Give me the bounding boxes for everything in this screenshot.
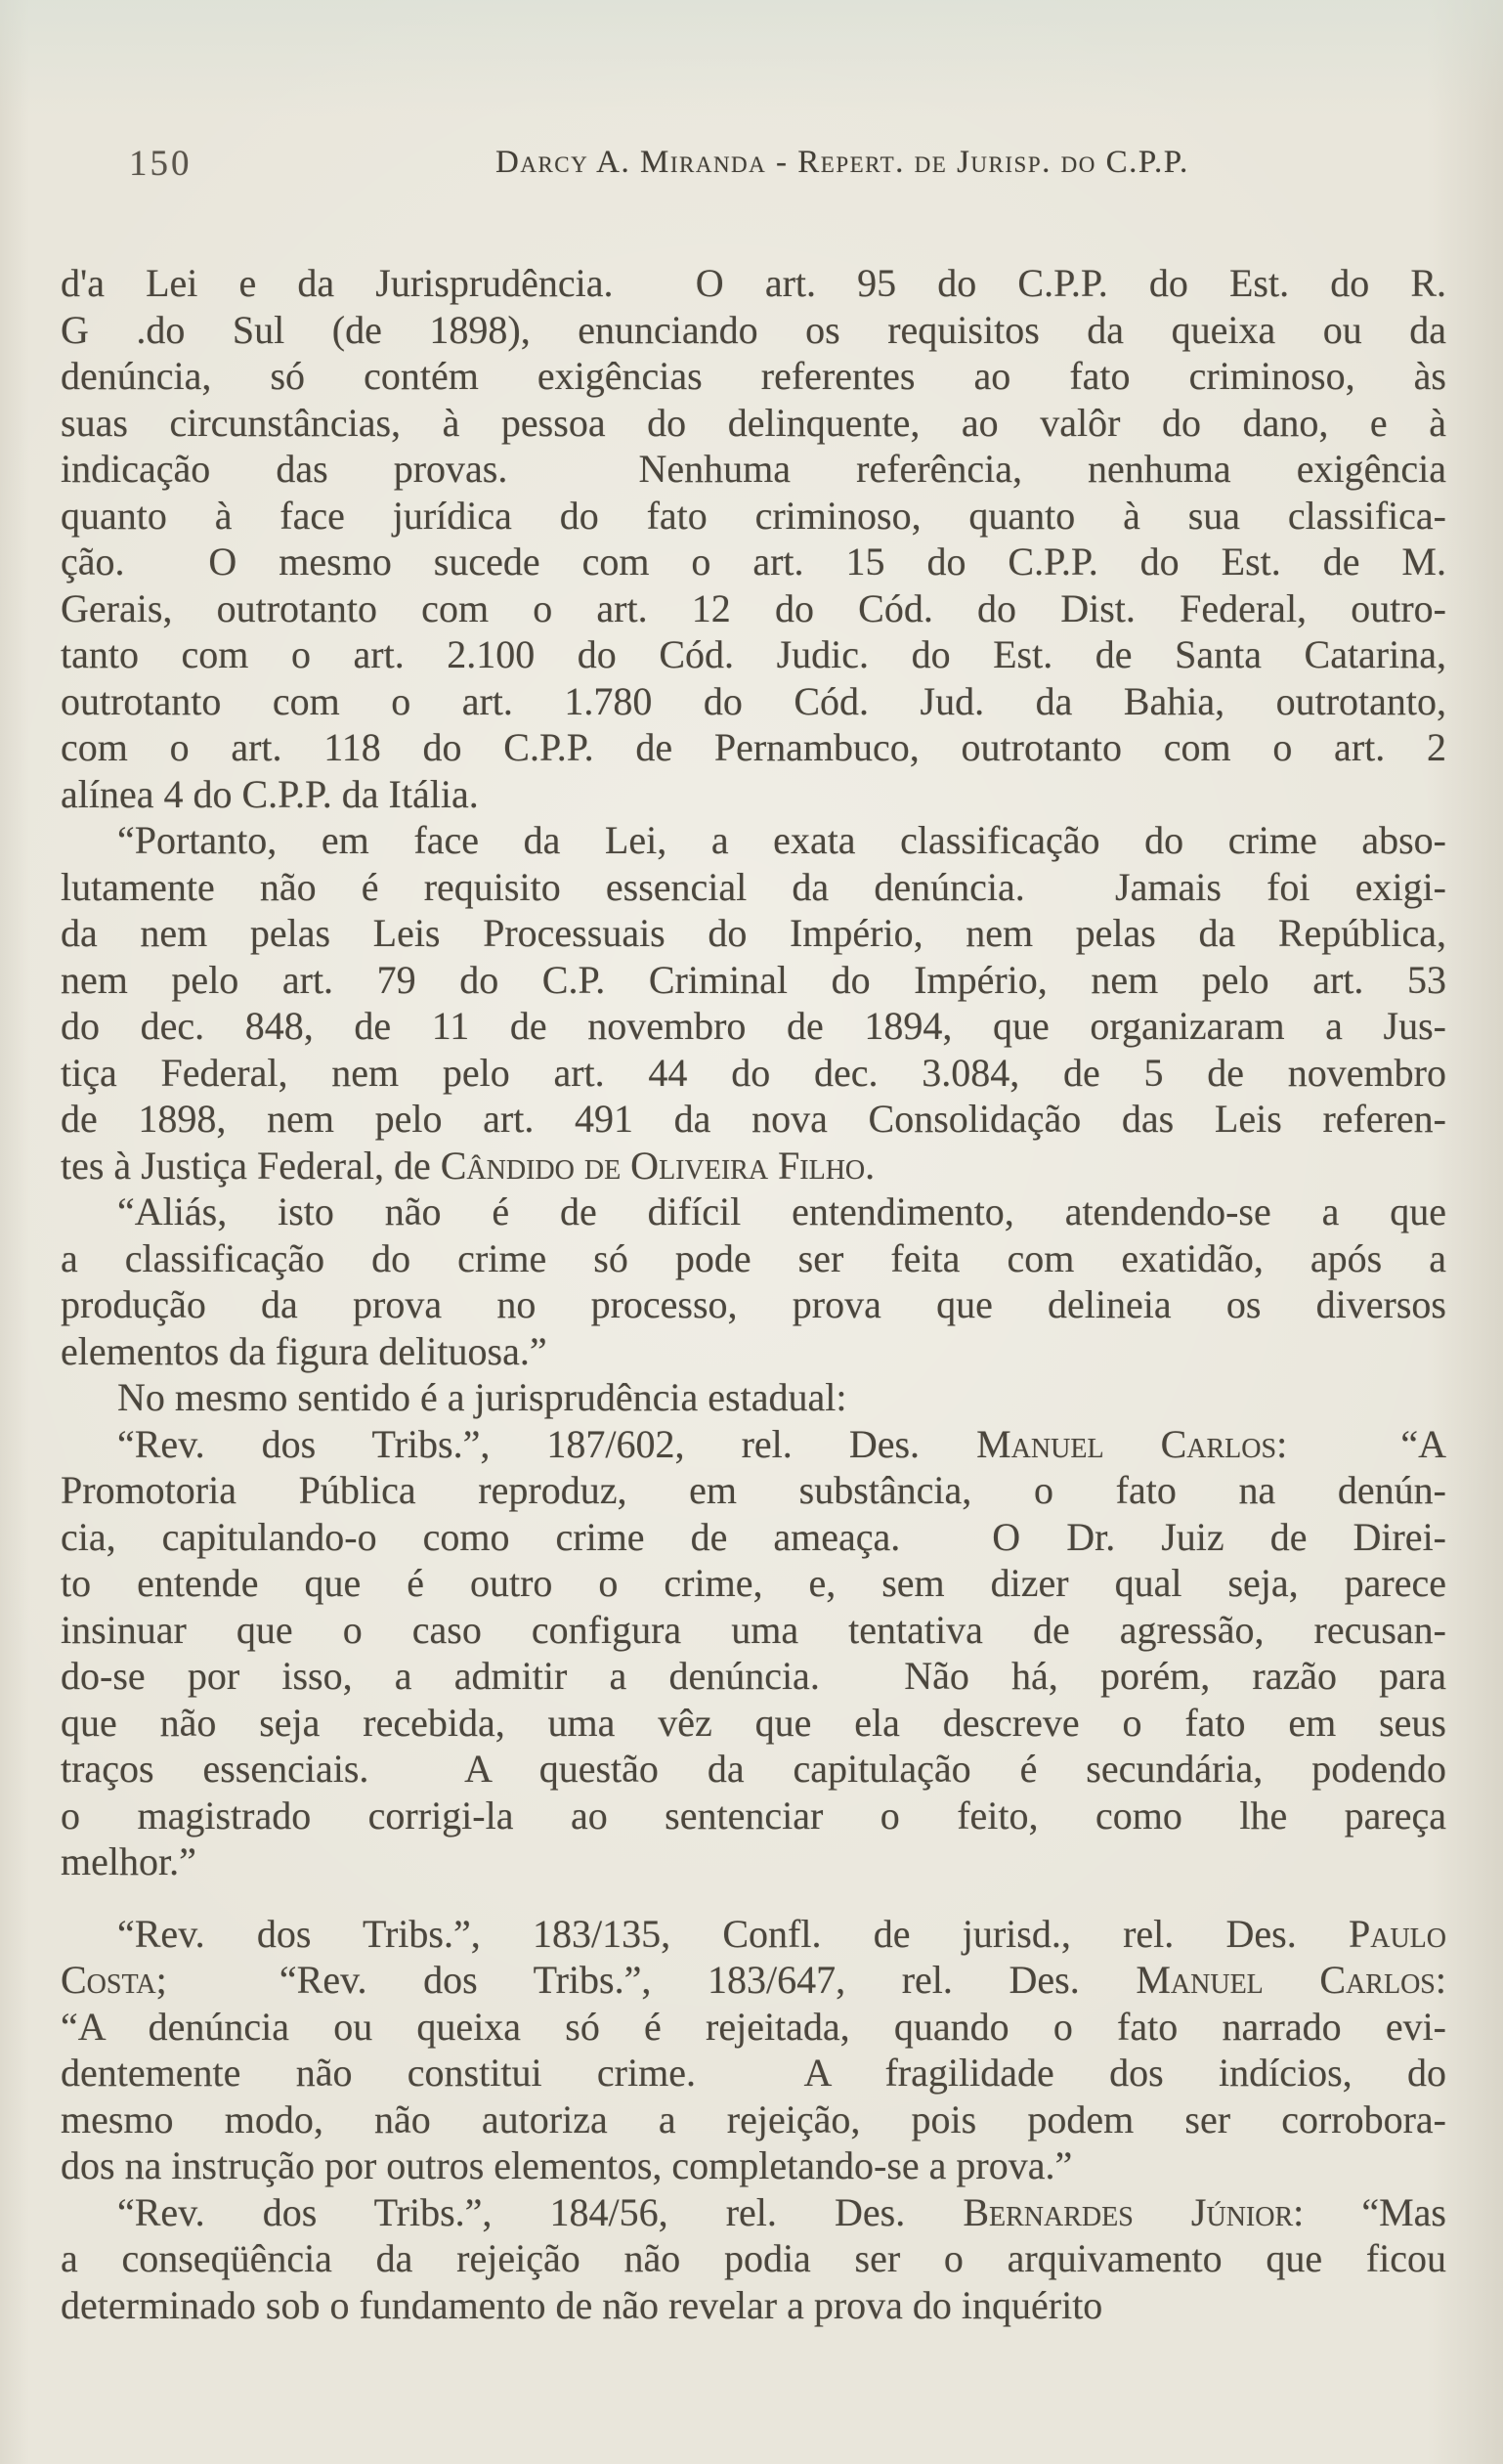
text-line bbox=[61, 260, 1446, 307]
text-segment: a conseqüência da rejeição não podia ser o arquivamento que ficou bbox=[61, 2236, 1446, 2280]
text-segment: ção. O mesmo sucede com o art. 15 do C.P.P. do Est. de M. bbox=[61, 540, 1446, 584]
text-segment: alínea 4 do C.P.P. da Itália. bbox=[61, 771, 479, 816]
text-segment: nem pelo art. 79 do C.P. Criminal do Império, nem pelo art. 53 bbox=[61, 957, 1446, 1002]
text-line bbox=[61, 1189, 1446, 1235]
text-line bbox=[61, 2097, 1446, 2143]
text-segment: tanto com o art. 2.100 do Cód. Judic. do Est. de Santa Catarina, bbox=[61, 632, 1446, 676]
text-line bbox=[61, 2189, 1446, 2236]
text-line bbox=[61, 446, 1446, 493]
text-line bbox=[61, 307, 1446, 354]
small-caps-name: Costa bbox=[61, 1958, 156, 2002]
paragraph bbox=[61, 1911, 1446, 2189]
text-segment: . bbox=[865, 1143, 876, 1188]
page-number: 150 bbox=[129, 144, 193, 184]
text-segment: ; “Rev. dos Tribs.”, 183/647, rel. Des. bbox=[155, 1958, 1137, 2002]
text-line bbox=[61, 678, 1446, 725]
text-segment: denúncia, só contém exigências referentes ao fato criminoso, às bbox=[61, 354, 1446, 398]
paragraph bbox=[61, 1374, 1446, 1421]
text-line bbox=[61, 493, 1446, 540]
text-line bbox=[61, 1328, 1446, 1375]
running-title: Darcy A. Miranda - Repert. de Jurisp. do C.P.P. bbox=[495, 145, 1189, 180]
text-line bbox=[61, 1143, 1446, 1189]
text-segment: : bbox=[1435, 1958, 1446, 2002]
text-line bbox=[61, 1467, 1446, 1514]
text-segment: : “Mas bbox=[1293, 2189, 1446, 2234]
small-caps-name: Paulo bbox=[1348, 1911, 1446, 1956]
text-line bbox=[61, 1003, 1446, 1050]
text-line bbox=[61, 1793, 1446, 1839]
text-line bbox=[61, 724, 1446, 771]
text-segment: d'a Lei e da Jurisprudência. O art. 95 do C.P.P. do Est. do R. bbox=[61, 261, 1446, 305]
text-segment: o magistrado corrigi-la ao sentenciar o feito, como lhe pareça bbox=[61, 1793, 1446, 1837]
text-line bbox=[61, 1911, 1446, 1958]
text-segment: cia, capitulando-o como crime de ameaça. O Dr. Juiz de Direi- bbox=[61, 1514, 1446, 1559]
text-segment: de 1898, nem pelo art. 491 da nova Consolidação das Leis referen- bbox=[61, 1097, 1446, 1141]
text-line bbox=[61, 2142, 1446, 2189]
text-line bbox=[61, 1653, 1446, 1700]
text-line bbox=[61, 353, 1446, 400]
small-caps-name: Manuel Carlos bbox=[1136, 1958, 1436, 2002]
paragraph bbox=[61, 260, 1446, 817]
text-segment: “Portanto, em face da Lei, a exata classificação do crime abso- bbox=[117, 818, 1446, 862]
text-line bbox=[61, 1560, 1446, 1607]
text-segment: “A denúncia ou queixa só é rejeitada, quando o fato narrado evi- bbox=[61, 2004, 1446, 2049]
text-segment: insinuar que o caso configura uma tentativa de agressão, recusan- bbox=[61, 1607, 1446, 1652]
text-segment: do-se por isso, a admitir a denúncia. Não há, porém, razão para bbox=[61, 1654, 1446, 1698]
text-line bbox=[61, 2282, 1446, 2329]
text-segment: lutamente não é requisito essencial da denúncia. Jamais foi exigi- bbox=[61, 864, 1446, 909]
paragraph bbox=[61, 1189, 1446, 1374]
text-line bbox=[61, 539, 1446, 585]
text-segment: com o art. 118 do C.P.P. de Pernambuco, outrotanto com o art. 2 bbox=[61, 725, 1446, 769]
text-line bbox=[61, 1281, 1446, 1328]
text-line bbox=[61, 2235, 1446, 2282]
text-segment: dentemente não constitui crime. A fragilidade dos indícios, do bbox=[61, 2051, 1446, 2095]
text-line bbox=[61, 1421, 1446, 1468]
text-line bbox=[61, 910, 1446, 957]
text-segment: to entende que é outro o crime, e, sem dizer qual seja, parece bbox=[61, 1561, 1446, 1605]
text-segment: “Aliás, isto não é de difícil entendimento, atendendo-se a que bbox=[117, 1189, 1446, 1233]
text-line bbox=[61, 1607, 1446, 1654]
text-segment: Promotoria Pública reproduz, em substância, o fato na denún- bbox=[61, 1468, 1446, 1512]
text-segment: G .do Sul (de 1898), enunciando os requisitos da queixa ou da bbox=[61, 307, 1446, 352]
small-caps-name: Manuel Carlos bbox=[976, 1421, 1277, 1466]
text-line bbox=[61, 2050, 1446, 2097]
text-segment: dos na instrução por outros elementos, completando-se a prova.” bbox=[61, 2143, 1073, 2187]
text-line bbox=[61, 1096, 1446, 1143]
text-line bbox=[61, 1374, 1446, 1421]
text-line bbox=[61, 1700, 1446, 1747]
text-segment: quanto à face jurídica do fato criminoso, quanto à sua classifica- bbox=[61, 493, 1446, 538]
text-line bbox=[61, 2004, 1446, 2051]
text-segment: : “A bbox=[1276, 1421, 1446, 1466]
text-segment: elementos da figura delituosa.” bbox=[61, 1328, 547, 1373]
text-segment: que não seja recebida, uma vêz que ela descreve o fato em seus bbox=[61, 1700, 1446, 1745]
paragraph bbox=[61, 817, 1446, 1189]
text-line bbox=[61, 817, 1446, 864]
text-segment: traços essenciais. A questão da capitulação é secundária, podendo bbox=[61, 1747, 1446, 1791]
text-segment: do dec. 848, de 11 de novembro de 1894, que organizaram a Jus- bbox=[61, 1004, 1446, 1048]
text-line bbox=[61, 1050, 1446, 1097]
text-segment: suas circunstâncias, à pessoa do delinquente, ao valôr do dano, e à bbox=[61, 400, 1446, 445]
text-segment: No mesmo sentido é a jurisprudência estadual: bbox=[117, 1375, 847, 1419]
text-segment: tiça Federal, nem pelo art. 44 do dec. 3.084, de 5 de novembro bbox=[61, 1050, 1446, 1095]
text-line bbox=[61, 1514, 1446, 1561]
text-line bbox=[61, 400, 1446, 447]
text-line bbox=[61, 1838, 1446, 1885]
text-segment: determinado sob o fundamento de não revelar a prova do inquérito bbox=[61, 2282, 1103, 2327]
page-header bbox=[61, 143, 1446, 190]
page-body bbox=[61, 260, 1446, 2328]
text-segment: mesmo modo, não autoriza a rejeição, pois podem ser corrobora- bbox=[61, 2097, 1446, 2141]
text-segment: a classificação do crime só pode ser feita com exatidão, após a bbox=[61, 1235, 1446, 1280]
text-line bbox=[61, 1957, 1446, 2004]
text-line bbox=[61, 631, 1446, 678]
text-segment: melhor.” bbox=[61, 1839, 196, 1883]
text-segment: tes à Justiça Federal, de bbox=[61, 1143, 441, 1188]
text-line bbox=[61, 957, 1446, 1004]
text-segment: “Rev. dos Tribs.”, 184/56, rel. Des. bbox=[117, 2189, 964, 2234]
text-line bbox=[61, 1746, 1446, 1793]
text-line bbox=[61, 771, 1446, 818]
text-line bbox=[61, 864, 1446, 911]
small-caps-name: Cândido de Oliveira Filho bbox=[440, 1143, 866, 1188]
text-segment: “Rev. dos Tribs.”, 187/602, rel. Des. bbox=[117, 1421, 977, 1466]
text-line bbox=[61, 1235, 1446, 1282]
text-segment: indicação das provas. Nenhuma referência, nenhuma exigência bbox=[61, 447, 1446, 491]
text-segment: Gerais, outrotanto com o art. 12 do Cód. do Dist. Federal, outro- bbox=[61, 585, 1446, 630]
text-segment: “Rev. dos Tribs.”, 183/135, Confl. de jurisd., rel. Des. bbox=[117, 1911, 1349, 1956]
small-caps-name: Bernardes Júnior bbox=[963, 2189, 1294, 2234]
paragraph bbox=[61, 1421, 1446, 1885]
text-segment: da nem pelas Leis Processuais do Império, nem pelas da República, bbox=[61, 911, 1446, 955]
text-segment: outrotanto com o art. 1.780 do Cód. Jud. da Bahia, outrotanto, bbox=[61, 678, 1446, 723]
paragraph bbox=[61, 2189, 1446, 2329]
text-line bbox=[61, 585, 1446, 632]
text-segment: produção da prova no processo, prova que delineia os diversos bbox=[61, 1282, 1446, 1326]
